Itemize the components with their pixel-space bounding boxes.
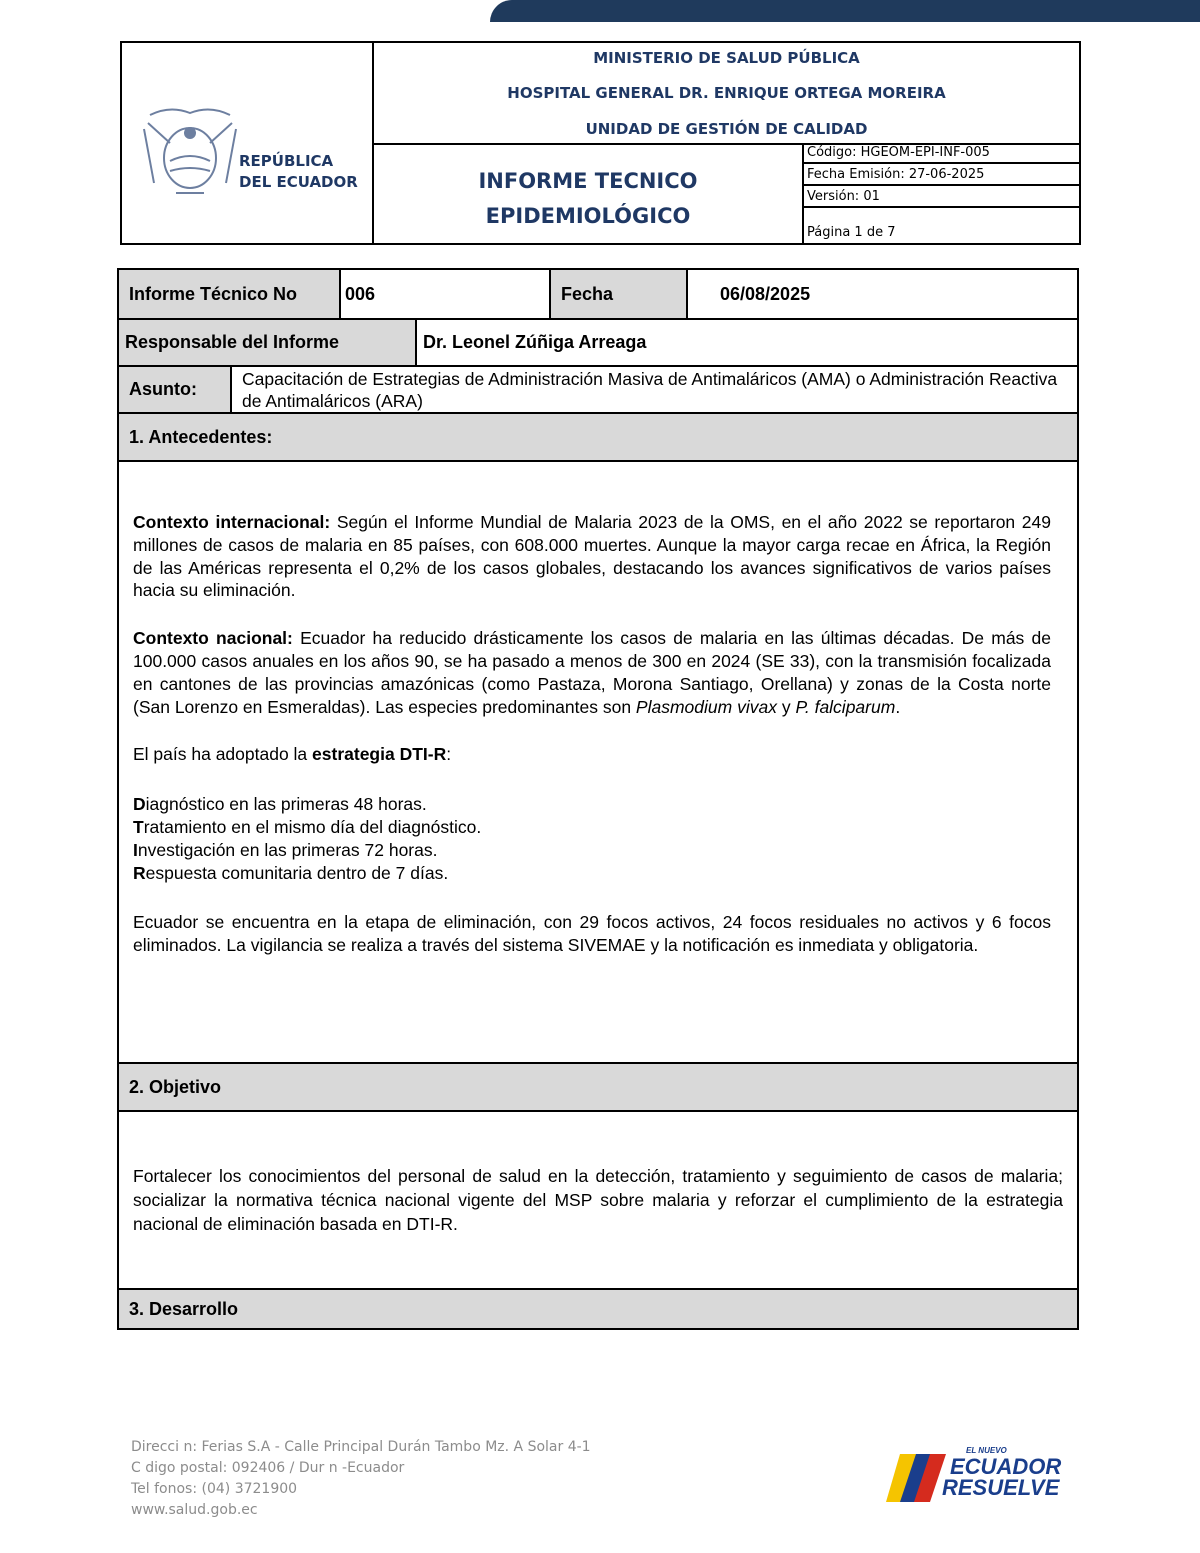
logo-text bbox=[239, 151, 358, 193]
date-label: Fecha bbox=[551, 270, 688, 318]
list-item bbox=[133, 839, 1051, 862]
subject-value: Capacitación de Estrategias de Administración Masiva de Antimaláricos (AMA) o Administración Reactiva de Antimaláricos (ARA) bbox=[242, 369, 1058, 411]
section-antecedentes-header bbox=[119, 414, 1077, 462]
list-item bbox=[133, 862, 1051, 885]
objetivo-text: Fortalecer los conocimientos del personal de salud en la detección, tratamiento y seguimiento de casos de malaria; socializar la normativa técnica nacional vigente del MSP sobre malaria y reforzar el cumplimiento de la estrategia nacional de eliminación basada en DTI-R. bbox=[133, 1166, 1063, 1234]
logo-cell bbox=[122, 43, 374, 243]
report-number-value: 006 bbox=[341, 270, 551, 318]
footer-contact bbox=[131, 1437, 591, 1521]
dti-item-text: ratamiento en el mismo día del diagnóstico. bbox=[143, 816, 482, 837]
ministry-block bbox=[374, 43, 1079, 145]
section-objetivo-body bbox=[119, 1112, 1077, 1290]
national-context-label: Contexto nacional: bbox=[133, 628, 293, 649]
hospital-name: HOSPITAL GENERAL DR. ENRIQUE ORTEGA MOREIRA bbox=[507, 84, 946, 102]
footer-address: Direcci n: Ferias S.A - Calle Principal Durán Tambo Mz. A Solar 4-1 bbox=[131, 1439, 591, 1455]
section-antecedentes-body bbox=[119, 462, 1077, 1064]
brand-line2: RESUELVE bbox=[942, 1475, 1060, 1500]
footer-postal-code: C digo postal: 092406 / Dur n -Ecuador bbox=[131, 1460, 405, 1476]
international-context-text: Según el Informe Mundial de Malaria 2023 de la OMS, en el año 2022 se reportaron 249 millones de casos de malaria en 85 países, con 608.000 muertes. Aunque la mayor carga recae en África, la Región de las Américas representa el 0,2% de los casos globales, destacando los avances significativos de varios países hacia su eliminación. bbox=[133, 512, 1051, 601]
responsible-label: Responsable del Informe bbox=[119, 320, 417, 365]
doc-issue-date: Fecha Emisión: 27-06-2025 bbox=[804, 164, 1079, 186]
species-falciparum: P. falciparum bbox=[795, 696, 896, 717]
international-context bbox=[133, 511, 1051, 602]
dti-colon: : bbox=[446, 744, 452, 765]
top-decorative-bar bbox=[490, 0, 1200, 22]
ministry-name: MINISTERIO DE SALUD PÚBLICA bbox=[593, 49, 860, 67]
list-item bbox=[133, 816, 1051, 839]
elimination-status: Ecuador se encuentra en la etapa de eliminación, con 29 focos activos, 24 focos residuales no activos y 6 focos eliminados. La vigilancia se realiza a través del sistema SIVEMAE y la notificación es inmediata y obligatoria. bbox=[133, 912, 1051, 956]
dti-intro-text: El país ha adoptado la bbox=[133, 744, 313, 765]
document-title bbox=[374, 143, 804, 243]
ecuador-resuelve-logo bbox=[886, 1446, 1062, 1504]
dti-strategy-name: estrategia DTI-R bbox=[312, 744, 447, 765]
coat-of-arms-icon bbox=[140, 103, 240, 203]
doc-code: Código: HGEOM-EPI-INF-005 bbox=[804, 143, 1079, 164]
subject-row bbox=[119, 367, 1077, 414]
dti-item-text: nvestigación en las primeras 72 horas. bbox=[137, 839, 438, 860]
unit-name: UNIDAD DE GESTIÓN DE CALIDAD bbox=[585, 120, 868, 138]
doc-page: Página 1 de 7 bbox=[807, 225, 896, 240]
date-value: 06/08/2025 bbox=[720, 283, 811, 304]
list-item bbox=[133, 793, 1051, 816]
section-desarrollo-title: 3. Desarrollo bbox=[129, 1298, 239, 1319]
dti-letter: D bbox=[133, 794, 146, 815]
document-meta bbox=[804, 143, 1079, 243]
logo-text-line1: REPÚBLICA bbox=[239, 152, 334, 170]
species-vivax: Plasmodium vivax bbox=[635, 696, 777, 717]
doc-version: Versión: 01 bbox=[804, 186, 1079, 208]
national-context-text: Ecuador ha reducido drásticamente los casos de malaria en las últimas décadas. De más de 100.000 casos anuales en los años 90, se ha pasado a menos de 300 en 2024 (SE 33), con la transmisión focalizada en cantones de las provincias amazónicas (como Pastaza, Morona Santiago, Orellana) y zonas de la Costa norte (San Lorenzo en Esmeraldas). Las especies predominantes son bbox=[133, 628, 1051, 717]
report-number-label: Informe Técnico No bbox=[119, 270, 341, 318]
responsible-value: Dr. Leonel Zúñiga Arreaga bbox=[423, 332, 647, 352]
dti-letter: I bbox=[133, 839, 138, 860]
logo-text-line2: DEL ECUADOR bbox=[239, 173, 358, 191]
report-table bbox=[117, 268, 1079, 1330]
dti-item-text: iagnóstico en las primeras 48 horas. bbox=[145, 794, 427, 815]
section-objetivo-header bbox=[119, 1064, 1077, 1112]
flag-stripes-icon bbox=[886, 1454, 946, 1502]
section-objetivo-title: 2. Objetivo bbox=[129, 1076, 222, 1097]
national-context bbox=[133, 627, 1051, 718]
document-header bbox=[120, 41, 1081, 245]
subject-label: Asunto: bbox=[119, 367, 232, 412]
title-line2: EPIDEMIOLÓGICO bbox=[485, 204, 691, 228]
dti-letter: T bbox=[133, 816, 144, 837]
footer-website: www.salud.gob.ec bbox=[131, 1502, 258, 1518]
dti-intro bbox=[133, 743, 1051, 766]
footer-phones: Tel fonos: (04) 3721900 bbox=[131, 1481, 298, 1497]
brand-line1: ECUADOR bbox=[950, 1454, 1062, 1479]
section-antecedentes-title: 1. Antecedentes: bbox=[129, 426, 273, 447]
dti-item-text: espuesta comunitaria dentro de 7 días. bbox=[145, 862, 449, 883]
dti-list bbox=[133, 793, 1051, 884]
section-desarrollo-header bbox=[119, 1290, 1077, 1328]
report-number-row bbox=[119, 270, 1077, 320]
title-line1: INFORME TECNICO bbox=[478, 169, 698, 193]
dti-letter: R bbox=[133, 862, 146, 883]
responsible-row bbox=[119, 320, 1077, 367]
international-context-label: Contexto internacional: bbox=[133, 512, 331, 532]
brand-small: EL NUEVO bbox=[966, 1446, 1007, 1455]
antecedentes-content bbox=[133, 511, 1051, 957]
species-end: . bbox=[895, 696, 901, 717]
species-and: y bbox=[776, 696, 796, 717]
